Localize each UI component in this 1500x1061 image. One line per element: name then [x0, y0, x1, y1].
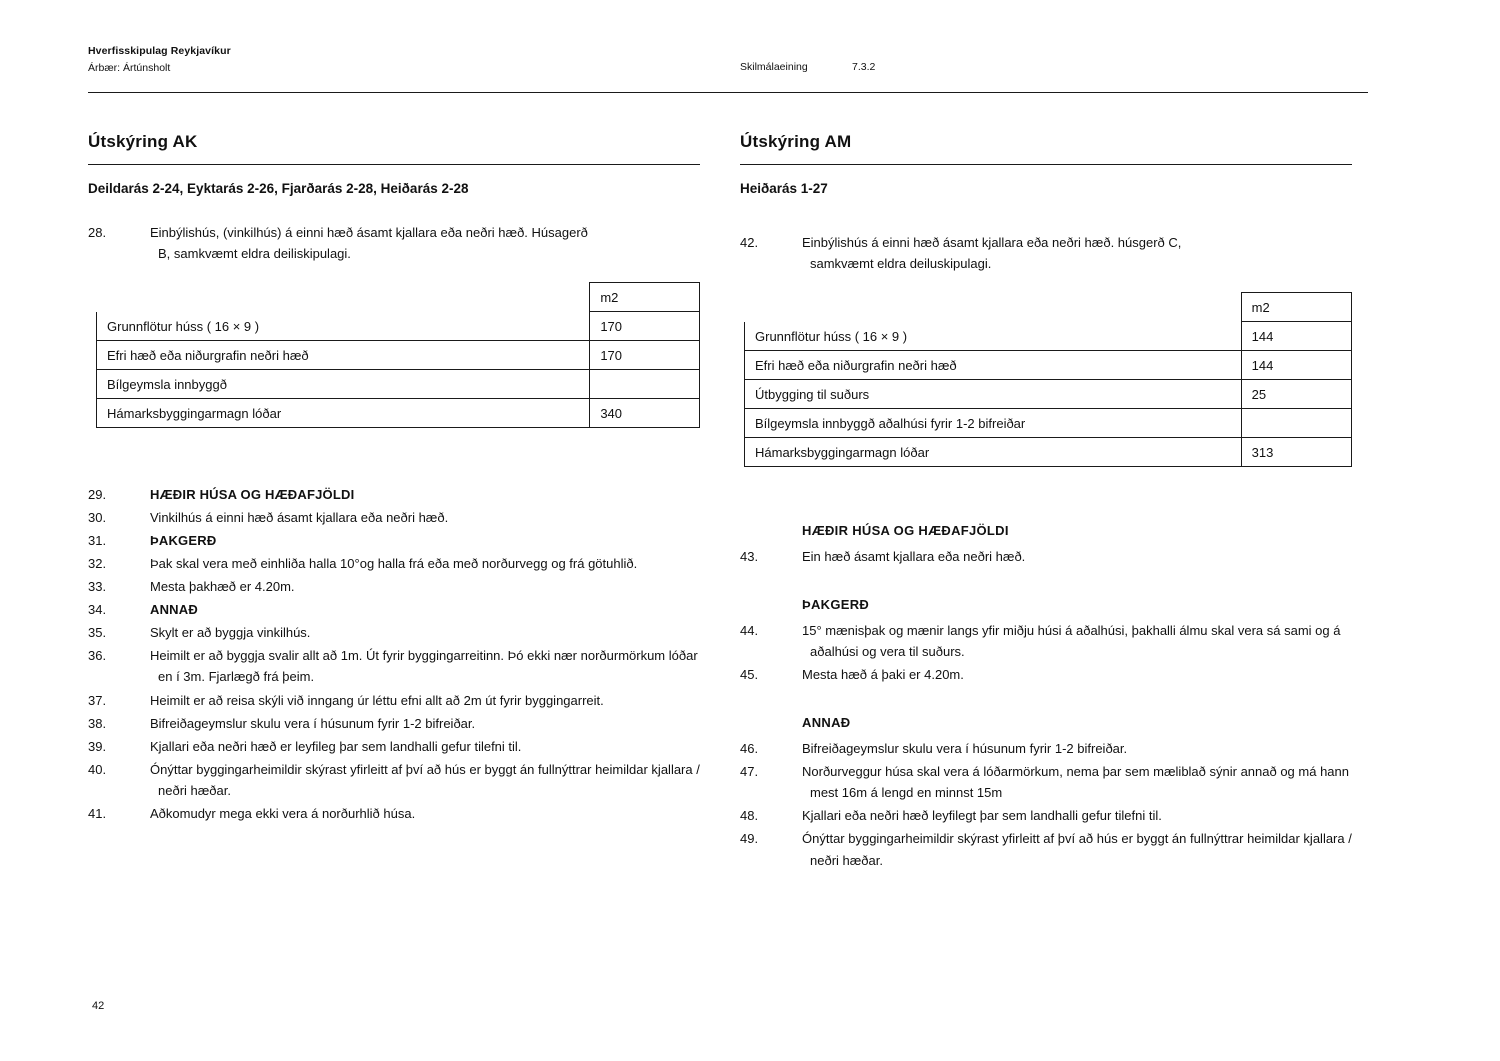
- item-number: 35.: [88, 625, 107, 641]
- list-item: [88, 690, 700, 711]
- left-table-label-3: Hámarksbyggingarmagn lóðar: [97, 399, 590, 428]
- list-item: [88, 576, 700, 597]
- list-item: [740, 805, 1352, 826]
- item-number: 44.: [740, 623, 759, 639]
- left-area-table: [96, 282, 700, 428]
- right-table-header-label: [745, 293, 1242, 322]
- left-table-value-1: 170: [590, 341, 700, 370]
- item-text: Kjallari eða neðri hæð leyfilegt þar sem landhalli gefur tilefni til.: [802, 808, 1162, 824]
- item-text: Mesta þakhæð er 4.20m.: [150, 579, 295, 595]
- list-item: [88, 713, 700, 734]
- left-table-header-unit: m2: [590, 283, 700, 312]
- item-text: Heimilt er að reisa skýli við inngang úr léttu efni allt að 2m út fyrir byggingarreit.: [150, 692, 604, 708]
- right-table-value-0: 144: [1241, 322, 1351, 351]
- list-item: [740, 664, 1352, 685]
- page-number: 42: [92, 1000, 105, 1012]
- header-titles: [88, 44, 231, 76]
- right-table-value-1: 144: [1241, 351, 1351, 380]
- right-title-divider: [740, 164, 1352, 165]
- item-number: 31.: [88, 533, 107, 549]
- right-section-heading-1: HÆÐIR HÚSA OG HÆÐAFJÖLDI: [802, 523, 1009, 539]
- right-table-value-2: 25: [1241, 380, 1351, 409]
- right-table-wrapper: [740, 292, 1352, 467]
- left-table-value-2: [590, 370, 700, 399]
- table-row: [745, 438, 1352, 467]
- item-number: 33.: [88, 579, 107, 595]
- right-column-subtitle: Heiðarás 1-27: [740, 181, 828, 196]
- left-column-subtitle: Deildarás 2-24, Eyktarás 2-26, Fjarðarás 2-28, Heiðarás 2-28: [88, 181, 469, 196]
- list-item: [740, 620, 1352, 662]
- left-table-label-2: Bílgeymsla innbyggð: [97, 370, 590, 399]
- list-item: [88, 622, 700, 643]
- right-table-label-3: Bílgeymsla innbyggð aðalhúsi fyrir 1-2 bifreiðar: [745, 409, 1242, 438]
- left-table-wrapper: [88, 282, 700, 428]
- list-item: [88, 736, 700, 757]
- list-item: [88, 553, 700, 574]
- table-row: [745, 293, 1352, 322]
- list-item: [740, 738, 1352, 759]
- list-item: [740, 761, 1352, 803]
- item-number: 32.: [88, 556, 107, 572]
- right-table-header-unit: m2: [1241, 293, 1351, 322]
- right-column-title: Útskýring AM: [740, 132, 852, 151]
- item-text: Ein hæð ásamt kjallara eða neðri hæð.: [802, 549, 1026, 565]
- right-table-label-4: Hámarksbyggingarmagn lóðar: [745, 438, 1242, 467]
- right-area-table: [744, 292, 1352, 467]
- item-text: Mesta hæð á þaki er 4.20m.: [802, 667, 964, 683]
- left-table-label-1: Efri hæð eða niðurgrafin neðri hæð: [97, 341, 590, 370]
- left-intro-number: 28.: [88, 225, 107, 240]
- item-number: 45.: [740, 667, 759, 683]
- item-text: Bifreiðageymslur skulu vera í húsunum fyrir 1-2 bifreiðar.: [802, 741, 1128, 757]
- header-divider: [88, 92, 1368, 93]
- left-table-label-0: Grunnflötur húss ( 16 × 9 ): [97, 312, 590, 341]
- header-plan-title: Hverfisskipulag Reykjavíkur: [88, 45, 231, 57]
- right-section-heading-3: ANNAÐ: [802, 715, 851, 731]
- list-item: [88, 599, 700, 620]
- left-column-title: Útskýring AK: [88, 132, 198, 151]
- item-number: 34.: [88, 602, 107, 618]
- table-row: [97, 312, 700, 341]
- left-title-divider: [88, 164, 700, 165]
- left-table-header-label: [97, 283, 590, 312]
- left-table-value-3: 340: [590, 399, 700, 428]
- right-table-value-4: 313: [1241, 438, 1351, 467]
- header-section-number: 7.3.2: [852, 61, 876, 73]
- item-number: 46.: [740, 741, 759, 757]
- item-text: Bifreiðageymslur skulu vera í húsunum fyrir 1-2 bifreiðar.: [150, 715, 476, 731]
- item-number: 36.: [88, 648, 107, 664]
- item-number: 48.: [740, 808, 759, 824]
- table-row: [97, 283, 700, 312]
- item-number: 30.: [88, 510, 107, 526]
- header-district-title: Árbær: Ártúnsholt: [88, 62, 171, 75]
- left-table-value-0: 170: [590, 312, 700, 341]
- left-intro-item: [88, 222, 700, 264]
- table-row: [745, 351, 1352, 380]
- header-section-label: Skilmálaeining: [740, 61, 808, 73]
- right-intro-number: 42.: [740, 235, 759, 250]
- item-number: 47.: [740, 764, 759, 780]
- item-number: 38.: [88, 715, 107, 731]
- list-item: [88, 645, 700, 687]
- item-text: Þak skal vera með einhliða halla 10°og halla frá eða með norðurvegg og frá götuhlið.: [150, 556, 638, 572]
- list-item: [88, 484, 700, 505]
- right-table-label-1: Efri hæð eða niðurgrafin neðri hæð: [745, 351, 1242, 380]
- item-text: Heimilt er að byggja svalir allt að 1m. Út fyrir byggingarreitinn. Þó ekki nær norðurmörkum lóðar en í 3m. Fjarlægð frá þeim.: [150, 648, 698, 685]
- item-text: Ónýttar byggingarheimildir skýrast yfirleitt af því að hús er byggt án fullnýttrar heimildar kjallara / neðri hæðar.: [150, 761, 700, 798]
- left-column: [88, 132, 700, 826]
- right-table-value-3: [1241, 409, 1351, 438]
- table-row: [745, 380, 1352, 409]
- right-column: [740, 132, 1352, 873]
- list-item: [740, 828, 1352, 870]
- item-number: 29.: [88, 487, 107, 503]
- table-row: [97, 399, 700, 428]
- table-row: [745, 322, 1352, 351]
- item-text: Kjallari eða neðri hæð er leyfileg þar sem landhalli gefur tilefni til.: [150, 738, 522, 754]
- table-row: [97, 370, 700, 399]
- list-item: [88, 507, 700, 528]
- item-number: 49.: [740, 831, 759, 847]
- item-text: 15° mænisþak og mænir langs yfir miðju húsi á aðalhúsi, þakhalli álmu skal vera sá sami og á aðalhúsi og vera til suðurs.: [802, 623, 1341, 660]
- table-row: [97, 341, 700, 370]
- item-text: Norðurveggur húsa skal vera á lóðarmörkum, nema þar sem mæliblað sýnir annað og má hann mest 16m á lengd en minnst 15m: [802, 764, 1349, 801]
- right-section-heading-2: ÞAKGERÐ: [802, 597, 870, 613]
- left-intro-line2: B, samkvæmt eldra deiliskipulagi.: [158, 246, 351, 262]
- item-text: Ónýttar byggingarheimildir skýrast yfirleitt af því að hús er byggt án fullnýttrar heimildar kjallara / neðri hæðar.: [802, 831, 1352, 868]
- page-header: [88, 44, 1368, 92]
- item-number: 39.: [88, 738, 107, 754]
- item-text: ANNAÐ: [150, 602, 198, 618]
- right-table-label-0: Grunnflötur húss ( 16 × 9 ): [745, 322, 1242, 351]
- list-item: [740, 546, 1352, 567]
- right-table-label-2: Útbygging til suðurs: [745, 380, 1242, 409]
- item-text: Skylt er að byggja vinkilhús.: [150, 625, 311, 641]
- item-number: 43.: [740, 549, 759, 565]
- list-item: [88, 530, 700, 551]
- list-item: [88, 759, 700, 801]
- item-text: HÆÐIR HÚSA OG HÆÐAFJÖLDI: [150, 487, 355, 503]
- item-number: 37.: [88, 692, 107, 708]
- item-text: Aðkomudyr mega ekki vera á norðurhlið húsa.: [150, 805, 416, 821]
- item-text: ÞAKGERÐ: [150, 533, 217, 549]
- item-number: 40.: [88, 761, 107, 777]
- right-intro-line1: Einbýlishús á einni hæð ásamt kjallara eða neðri hæð. húsgerð C,: [802, 235, 1182, 250]
- right-intro-item: [740, 232, 1352, 274]
- right-intro-line2: samkvæmt eldra deiluskipulagi.: [810, 256, 992, 272]
- table-row: [745, 409, 1352, 438]
- list-item: [88, 803, 700, 824]
- item-number: 41.: [88, 805, 107, 821]
- item-text: Vinkilhús á einni hæð ásamt kjallara eða neðri hæð.: [150, 510, 449, 526]
- left-intro-line1: Einbýlishús, (vinkilhús) á einni hæð ásamt kjallara eða neðri hæð. Húsagerð: [150, 225, 588, 240]
